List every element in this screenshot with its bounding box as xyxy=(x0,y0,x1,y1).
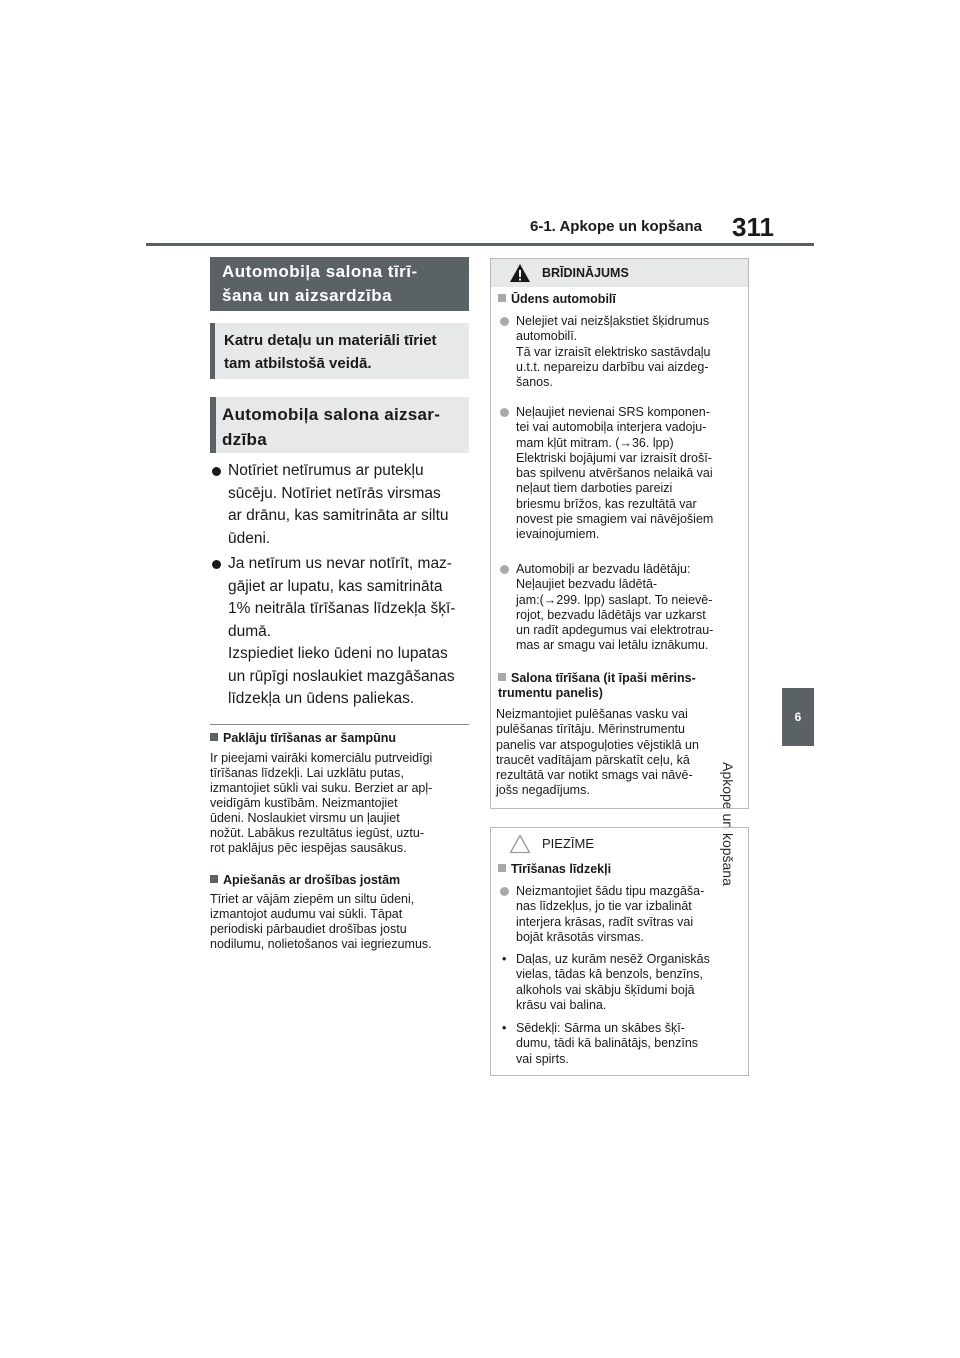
page-number: 311 xyxy=(732,212,774,242)
circle-bullet-icon xyxy=(500,317,509,326)
note-box xyxy=(490,827,749,1076)
square-bullet-icon xyxy=(498,673,506,681)
seatbelt-text: Tīriet ar vājām ziepēm un siltu ūdeni, izmantojot audumu vai sūkli. Tāpat periodiski pārbaudiet drošības jostu nodilumu, nolietošanos vai iegriezumus. xyxy=(210,892,432,951)
list-item: • Sēdekļi: Sārma un skābes šķī- dumu, tādi kā balinātājs, benzīns vai spirts. xyxy=(502,1021,699,1066)
summary-text: Katru detaļu un materiāli tīriet tam atbilstošā veidā. xyxy=(224,332,437,372)
square-bullet-icon xyxy=(498,864,506,872)
seatbelt-heading: Apiešanās ar drošības jostām xyxy=(210,873,400,887)
section-divider xyxy=(210,724,469,725)
summary-accent-bar xyxy=(210,323,215,379)
carpet-heading: Paklāju tīrīšanas ar šampūnu xyxy=(210,731,396,745)
circle-bullet-icon xyxy=(500,565,509,574)
heading-interior-protection-text: Automobiļa salona aizsar- dzība xyxy=(222,405,441,449)
list-item: Neizmantojiet šādu tipu mazgāša- nas līdzekļus, jo tie var izbalināt interjera krāsas, radīt svītras vai bojāt krāsotās virsmas. xyxy=(498,884,744,948)
list-item xyxy=(212,460,470,550)
dot-bullet-icon: • xyxy=(502,952,507,966)
chapter-number: 6 xyxy=(794,710,802,724)
warning-sub-water: Ūdens automobilī xyxy=(498,292,744,307)
list-item: • Daļas, uz kurām nesēž Organiskās vielas, tādas kā benzols, benzīns, alkohols vai skābju šķīdumi bojā krāsu vai balina. xyxy=(502,952,710,1012)
warning-box xyxy=(490,258,749,809)
square-bullet-icon xyxy=(210,733,218,741)
warning-title: BRĪDINĀJUMS xyxy=(542,266,629,280)
chapter-label: Apkope un kopšana xyxy=(720,762,736,886)
bullet-icon xyxy=(212,467,221,476)
section-title: 6-1. Apkope un kopšana xyxy=(530,218,702,235)
list-item: Neļaujiet nevienai SRS komponen- tei vai automobiļa interjera vadoju- mam kļūt mitram. (→36. lpp) Elektriski bojājumi var izraisīt drošī- bas spilvenu atvēršanos nelaikā vai neļaut tiem darboties pareizi briesmu brīžos, kas rezultātā var novest pie smagiem vai nāvējošiem ievainojumiem. xyxy=(498,405,744,547)
bullet-text: Ja netīrum us nevar notīrīt, maz- gājiet ar lupatu, kas samitrināta 1% neitrāla tīrīšanas līdzekļa šķī- dumā. Izspiediet lieko ūdeni no lupatas un rūpīgi noslaukiet mazgāšanas līdzekļa un ūdens paliekas. xyxy=(228,555,456,707)
warning-header xyxy=(491,259,748,287)
warning-sub-dashboard: Salona tīrīšana (it īpaši mērins- trumentu panelis) xyxy=(498,671,696,701)
list-item: Nelejiet vai neizšļakstiet šķidrumus automobilī. Tā var izraisīt elektrisko sastāvdaļu u.t.t. nepareizu darbību vai aizdeg- šanos. xyxy=(498,314,744,394)
header-divider xyxy=(146,243,814,246)
bullet-icon xyxy=(212,560,221,569)
heading-cleaning-protection: Automobiļa salona tīrī- šana un aizsardzība xyxy=(210,257,469,311)
list-item: Automobiļi ar bezvadu lādētāju: Neļaujiet bezvadu lādētā- jam:(→299. lpp) saslapt. To neievē- rojot, bezvadu lādētājs var uzkarst un radīt apdegumus vai elektrotrau- mas ar smagu vai letālu iznākumu. xyxy=(498,562,744,658)
heading-accent-bar xyxy=(210,397,216,453)
warning-dashboard-text: Neizmantojiet pulēšanas vasku vai pulēšanas tīrītāju. Mērinstrumentu panelis var atspoguļoties vējstiklā un traucēt vadītājam pārskatīt ceļu, kā rezultātā var notikt smags vai nāvē- jošs negadījums. xyxy=(496,707,699,798)
circle-bullet-icon xyxy=(500,887,509,896)
square-bullet-icon xyxy=(498,294,506,302)
note-sub-cleaners: Tīrīšanas līdzekļi xyxy=(498,862,744,877)
carpet-text: Ir pieejami vairāki komerciālu putrveidīgi tīrīšanas līdzekļi. Lai uzklātu putas, izmantojiet sūkli vai suku. Berziet ar apļ- veidīgām kustībām. Neizmantojiet ūdeni. Noslaukiet virsmu un ļaujiet nožūt. Labākus rezultātus iegūst, uztu- rot paklājus pēc iespējas sausākus. xyxy=(210,751,433,855)
heading-interior-protection xyxy=(210,397,469,453)
note-title: PIEZĪME xyxy=(542,836,595,851)
warning-triangle-icon xyxy=(509,263,531,283)
square-bullet-icon xyxy=(210,875,218,883)
summary-box xyxy=(210,323,469,379)
list-item xyxy=(212,553,470,707)
notice-triangle-icon xyxy=(509,834,531,854)
chapter-tab xyxy=(782,688,814,746)
circle-bullet-icon xyxy=(500,408,509,417)
dot-bullet-icon: • xyxy=(502,1021,507,1035)
bullet-text: Notīriet netīrumus ar putekļu sūcēju. Notīriet netīrās virsmas ar drānu, kas samitrināta ar siltu ūdeni. xyxy=(228,462,449,547)
